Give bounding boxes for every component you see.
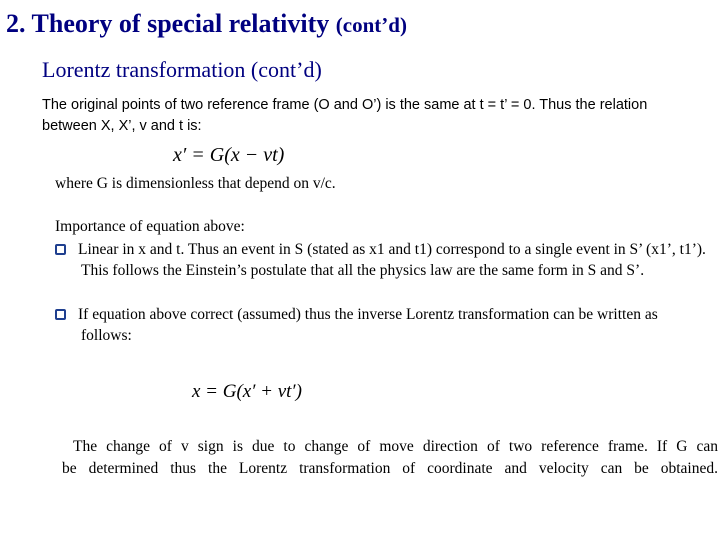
checkbox-bullet-icon: [55, 309, 66, 320]
importance-heading: Importance of equation above:: [55, 218, 245, 235]
bullet-linearity: [55, 239, 707, 281]
where-note: where G is dimensionless that depend on v/c.: [55, 175, 336, 192]
slide-title-suffix: (cont’d): [335, 13, 407, 37]
closing-line-2: be determined thus the Lorentz transformation of coordinate and velocity can be obtained.: [62, 460, 718, 477]
slide-title: [6, 9, 407, 39]
bullet-inverse-transform: [55, 304, 707, 346]
bullet-text: Linear in x and t. Thus an event in S (stated as x1 and t1) correspond to a single event in S’ (x1’, t1’). This follows the Einstein’s postulate that all the physics law are the same form in S and S’.: [78, 241, 706, 279]
closing-paragraph: [62, 436, 718, 480]
slide-title-main: 2. Theory of special relativity: [6, 9, 330, 38]
intro-paragraph: The original points of two reference frame (O and O’) is the same at t = t’ = 0. Thus the relation between X, X’, v and t is:: [42, 97, 648, 134]
bullet-text: If equation above correct (assumed) thus the inverse Lorentz transformation can be written as follows:: [78, 306, 658, 344]
forward-lorentz-equation: x′ = G(x − vt): [173, 144, 285, 166]
inverse-lorentz-equation: x = G(x′ + vt′): [192, 381, 302, 402]
checkbox-bullet-icon: [55, 244, 66, 255]
slide-subtitle: Lorentz transformation (cont’d): [42, 57, 322, 82]
closing-line-1: The change of v sign is due to change of move direction of two reference frame. If G can: [73, 438, 718, 455]
